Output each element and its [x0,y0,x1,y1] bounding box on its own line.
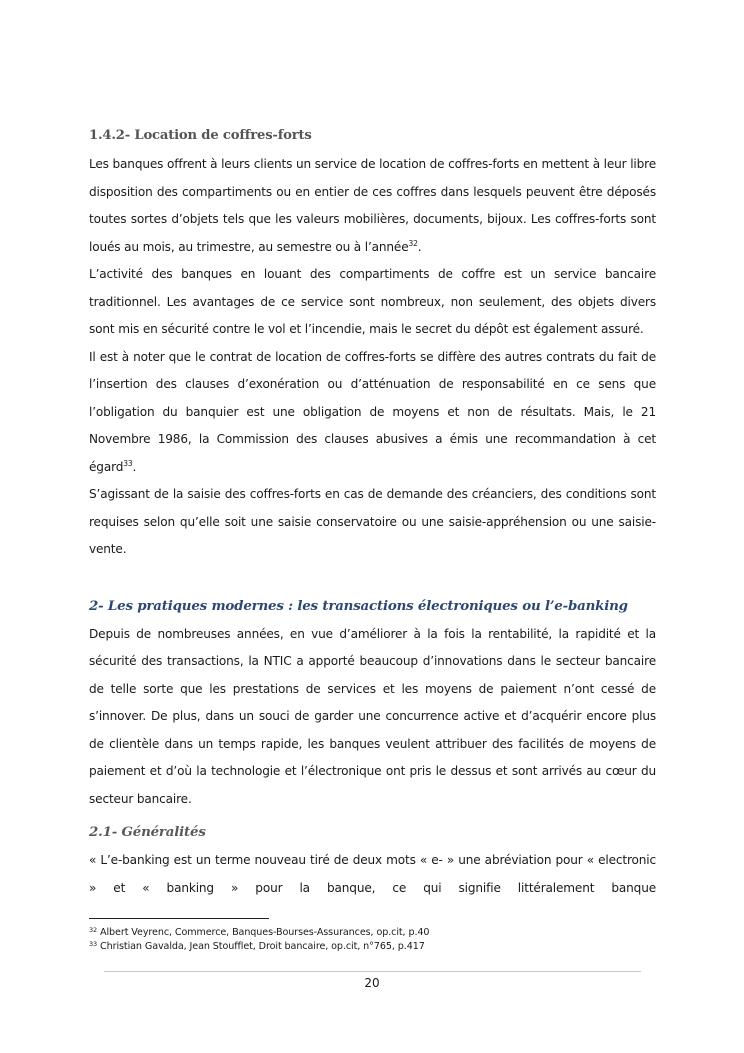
footnote-number: 32 [89,926,98,934]
paragraph: « L’e-banking est un terme nouveau tiré de deux mots « e- » une abréviation pour « electronic » et « banking » pour la banque, ce qui signifie littéralement banque [89,853,656,895]
paragraph: Depuis de nombreuses années, en vue d’améliorer à la fois la rentabilité, la rapidité et la sécurité des transactions, la NTIC a apporté beaucoup d’innovations dans le secteur bancaire de telle sorte que les prestations de services et les moyens de paiement n’ont cessé de s’innover. De plus, dans un souci de garder une concurrence active et d’acquérir encore plus de clientèle dans un temps rapide, les banques veulent attribuer des facilités de moyens de paiement et d’où la technologie et l’électronique ont pris le dessus et sont arrivés au cœur du secteur bancaire. [89,626,656,806]
footnote [89,940,656,954]
paragraph-text: Il est à noter que le contrat de location de coffres-forts se diffère des autres contrats du fait de l’insertion des clauses d’exonération ou d’atténuation de responsabilité en ce sens que l’obligation du banquier est une obligation de moyens et non de résultats. Mais, le 21 Novembre 1986, la Commission des clauses abusives a émis une recommandation à cet égard [89,349,656,474]
paragraph-tail: . [132,459,137,474]
footnote-text: Christian Gavalda, Jean Stoufflet, Droit bancaire, op.cit, n°765, p.417 [100,941,425,952]
section-heading-generalites: 2.1- Généralités [89,824,206,840]
paragraph [89,151,656,261]
footnote-number: 33 [89,940,98,948]
paragraph-tail: . [417,239,422,254]
section-heading-coffres-forts: 1.4.2- Location de coffres-forts [89,128,312,143]
section-heading-pratiques-modernes: 2- Les pratiques modernes : les transactions électroniques ou l’e-banking [89,597,628,614]
paragraph [89,344,656,482]
page-body [89,126,656,902]
paragraph: L’activité des banques en louant des compartiments de coffre est un service bancaire traditionnel. Les avantages de ce service sont nombreux, non seulement, des objets divers sont mis en sécurité contre le vol et l’incendie, mais le secret du dépôt est également assuré. [89,267,656,336]
paragraph-text: Les banques offrent à leurs clients un service de location de coffres-forts en mettent à leur libre disposition des compartiments ou en entier de ces coffres dans lesquels peuvent être déposés toutes sortes d’objets tels que les valeurs mobilières, documents, bijoux. Les coffres-forts sont loués au mois, au trimestre, au semestre ou à l’année [89,157,656,254]
footnote-text: Albert Veyrenc, Commerce, Banques-Bourses-Assurances, op.cit, p.40 [100,927,430,938]
footnotes [89,926,656,954]
paragraph: S’agissant de la saisie des coffres-forts en cas de demande des créanciers, des conditions sont requises selon qu’elle soit une saisie conservatoire ou une saisie-appréhension ou une saisie-vente. [89,487,656,556]
footnote-ref: 33 [123,458,133,468]
footnote [89,926,656,940]
footnote-separator [89,918,269,919]
footnote-ref: 32 [408,238,418,248]
footer-divider [104,971,641,972]
page-number: 20 [364,976,380,990]
